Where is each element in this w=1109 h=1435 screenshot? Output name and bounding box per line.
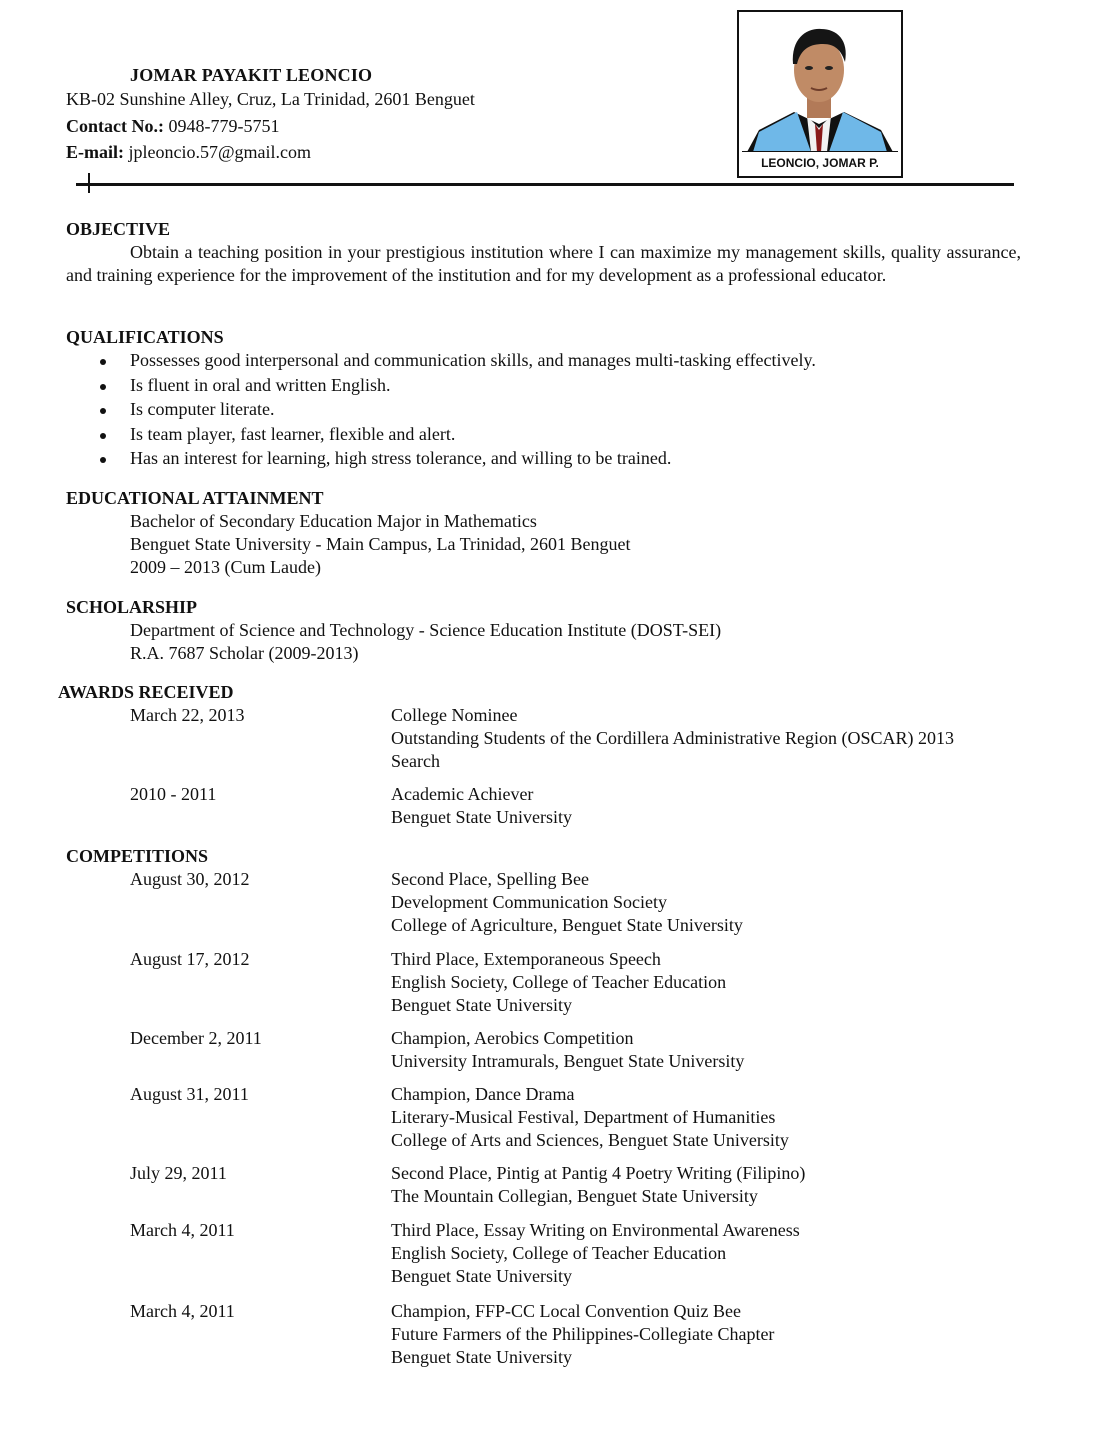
award-line: Search (391, 751, 440, 771)
competition-date: March 4, 2011 (130, 1301, 235, 1321)
education-heading: EDUCATIONAL ATTAINMENT (66, 488, 324, 508)
competition-line: English Society, College of Teacher Education (391, 1243, 727, 1263)
competition-line: Future Farmers of the Philippines-Collegiate Chapter (391, 1324, 775, 1344)
competition-line: The Mountain Collegian, Benguet State University (391, 1186, 758, 1206)
award-date: 2010 - 2011 (130, 784, 217, 804)
email-address: jpleoncio.57@gmail.com (128, 142, 312, 162)
competition-date: March 4, 2011 (130, 1220, 235, 1240)
years-honors: 2009 – 2013 (Cum Laude) (130, 557, 321, 577)
qualifications-heading: QUALIFICATIONS (66, 327, 224, 347)
contact-label: Contact No.: (66, 116, 164, 136)
competition-date: August 31, 2011 (130, 1084, 249, 1104)
email-label: E-mail: (66, 142, 124, 162)
competition-line: Champion, Aerobics Competition (391, 1028, 634, 1048)
qualifications-list (66, 349, 816, 472)
competition-description (391, 1162, 1031, 1208)
award-line: Benguet State University (391, 807, 572, 827)
competition-line: College of Arts and Sciences, Benguet State University (391, 1130, 789, 1150)
awards-heading: AWARDS RECEIVED (58, 682, 234, 702)
competition-line: Literary-Musical Festival, Department of Humanities (391, 1107, 776, 1127)
competition-description (391, 1219, 1031, 1288)
competition-date: July 29, 2011 (130, 1163, 227, 1183)
list-item: Is team player, fast learner, flexible and alert. (66, 423, 816, 448)
list-item: Has an interest for learning, high stress tolerance, and willing to be trained. (66, 447, 816, 472)
list-item: Is computer literate. (66, 398, 816, 423)
competition-line: College of Agriculture, Benguet State University (391, 915, 743, 935)
competition-description (391, 868, 1031, 937)
list-item: Possesses good interpersonal and communication skills, and manages multi-tasking effectively. (66, 349, 816, 374)
education-details (130, 510, 630, 579)
caption-divider (742, 151, 898, 152)
contact-line (66, 115, 279, 138)
email-line (66, 141, 311, 164)
id-photo (737, 10, 903, 178)
competition-line: Third Place, Essay Writing on Environmental Awareness (391, 1220, 800, 1240)
competition-description (391, 1027, 1031, 1073)
objective-heading: OBJECTIVE (66, 219, 171, 239)
competition-description (391, 948, 1031, 1017)
award-description (391, 704, 1031, 773)
award-line: Outstanding Students of the Cordillera Administrative Region (OSCAR) 2013 (391, 728, 954, 748)
competition-description (391, 1083, 1031, 1152)
award-line: Academic Achiever (391, 784, 534, 804)
applicant-name: JOMAR PAYAKIT LEONCIO (130, 65, 373, 85)
competition-line: Benguet State University (391, 1347, 572, 1367)
competition-line: English Society, College of Teacher Education (391, 972, 727, 992)
competition-date: December 2, 2011 (130, 1028, 262, 1048)
competition-line: Champion, FFP-CC Local Convention Quiz Bee (391, 1301, 741, 1321)
competition-line: Third Place, Extemporaneous Speech (391, 949, 661, 969)
competition-date: August 17, 2012 (130, 949, 250, 969)
scholarship-details (130, 619, 721, 665)
divider-tick (88, 173, 90, 193)
competitions-heading: COMPETITIONS (66, 846, 209, 866)
competition-line: Second Place, Spelling Bee (391, 869, 589, 889)
objective-text: Obtain a teaching position in your prestigious institution where I can maximize my management skills, quality assurance, and training experience for the improvement of the institution and for my development as a professional educator. (66, 242, 1021, 285)
header-divider (76, 183, 1014, 186)
degree: Bachelor of Secondary Education Major in Mathematics (130, 511, 537, 531)
competition-line: University Intramurals, Benguet State University (391, 1051, 745, 1071)
competition-line: Benguet State University (391, 1266, 572, 1286)
competition-date: August 30, 2012 (130, 869, 250, 889)
award-date: March 22, 2013 (130, 705, 245, 725)
award-description (391, 783, 1031, 829)
scholarship-sponsor: Department of Science and Technology - Science Education Institute (DOST-SEI) (130, 620, 722, 640)
portrait-image (739, 12, 901, 152)
competition-line: Development Communication Society (391, 892, 667, 912)
school: Benguet State University - Main Campus, La Trinidad, 2601 Benguet (130, 534, 631, 554)
competition-line: Champion, Dance Drama (391, 1084, 575, 1104)
scholarship-program: R.A. 7687 Scholar (2009-2013) (130, 643, 359, 663)
photo-caption: LEONCIO, JOMAR P. (761, 156, 879, 170)
award-line: College Nominee (391, 705, 518, 725)
competition-line: Second Place, Pintig at Pantig 4 Poetry Writing (Filipino) (391, 1163, 806, 1183)
competition-line: Benguet State University (391, 995, 572, 1015)
list-item: Is fluent in oral and written English. (66, 374, 816, 399)
scholarship-heading: SCHOLARSHIP (66, 597, 198, 617)
competition-description (391, 1300, 1031, 1369)
applicant-address: KB-02 Sunshine Alley, Cruz, La Trinidad, 2601 Benguet (66, 89, 475, 109)
contact-number: 0948-779-5751 (168, 116, 280, 136)
